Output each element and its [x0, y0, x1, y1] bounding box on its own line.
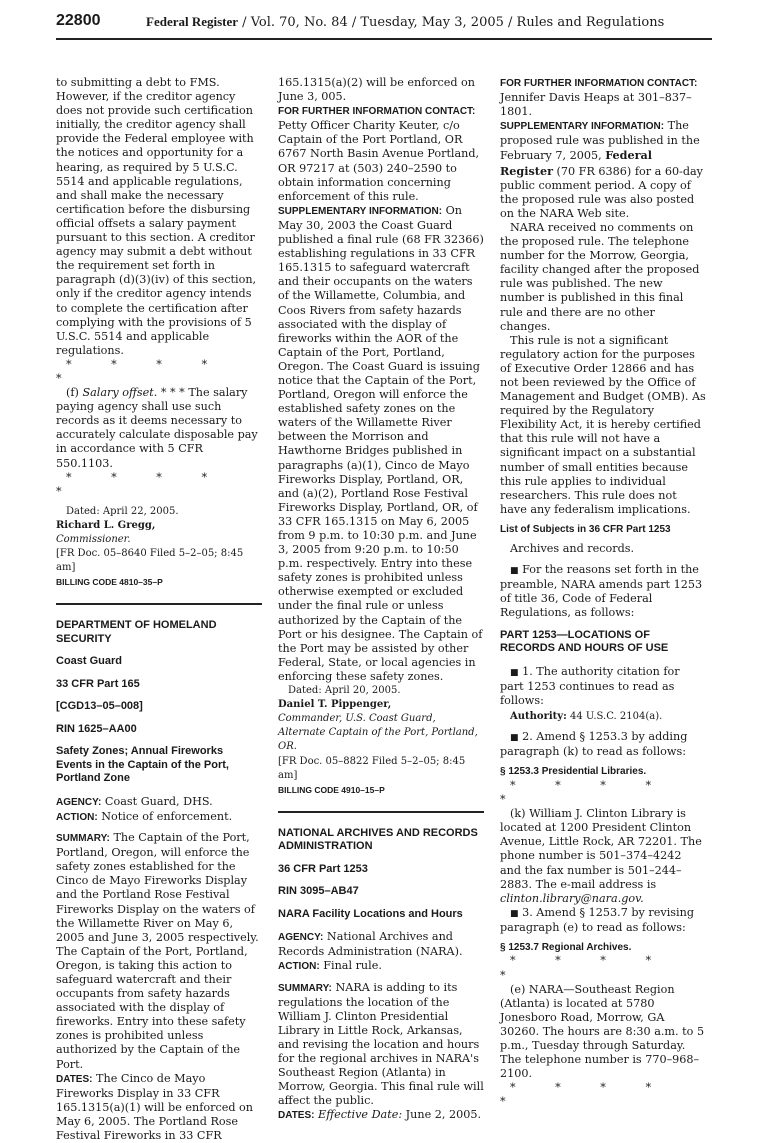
paragraph-f: (f) Salary offset. * * * The salary paying agency shall use such records as it deems necessary to accurately calculate disposable pay in accordance with 5 CFR 550.1103. [56, 386, 258, 470]
action-line: ACTION: Notice of enforcement. [56, 809, 233, 823]
page-number: 22800 [56, 12, 101, 29]
rin-number: RIN 1625–AA00 [56, 722, 137, 735]
ellipsis-stars: * * * * * [56, 470, 226, 498]
signer-title: Commissioner. [56, 534, 131, 545]
ellipsis-stars: * * * * * [56, 357, 226, 385]
dates-paragraph: DATES: Effective Date: June 2, 2005. [278, 1108, 482, 1122]
cfr-part: 36 CFR Part 1253 [278, 862, 368, 875]
agency-heading: Coast Guard [56, 655, 123, 668]
publication-name: Federal Register [146, 14, 239, 29]
part-heading: PART 1253—LOCATIONS OF RECORDS AND HOURS OF USE [500, 628, 669, 655]
ellipsis-stars: * * * * * [500, 954, 670, 982]
dated-line: Dated: April 22, 2005. [66, 505, 179, 517]
paragraph-e: (e) NARA—Southeast Region (Atlanta) is located at 5780 Jonesboro Road, Morrow, GA 30260. The hours are 8:30 a.m. to 5 p.m., Tuesday through Saturday. The telephone number is 770–968–2100. [500, 982, 705, 1081]
ellipsis-stars: * * * * * [500, 778, 670, 807]
paragraph: This rule is not a significant regulatory action for the purposes of Executive Order 12866 and has not been reviewed by the Office of Management and Budget (OMB). As required by the Regulatory Flexibility Act, it is hereby certified that this rule will not have a significant impact on a substantial number of small entities because this rule applies to individual researchers. This rule does not have any federalism implications. [500, 333, 706, 516]
agency-line: AGENCY: National Archives and Records Administration (NARA). [278, 930, 463, 959]
page-header [56, 12, 712, 40]
paragraph: NARA received no comments on the proposed rule. The telephone number for the Morrow, Georgia, facility changed after the proposed rule was published. The new number is published in this final rule and there are no other changes. [500, 220, 700, 333]
ellipsis-stars: * * * * * [500, 1081, 670, 1109]
issue-info: / Vol. 70, No. 84 / Tuesday, May 3, 2005 / Rules and Regulations [238, 15, 665, 30]
section-divider [56, 603, 262, 605]
authority-line: Authority: 44 U.S.C. 2104(a). [510, 711, 663, 723]
dated-line: Dated: April 20, 2005. [288, 685, 401, 697]
paragraph-continued: to submitting a debt to FMS. However, if the creditor agency does not provide such certification initially, the creditor agency shall provide the Federal employee with the notices and opportunity for a hearing, as required by 5 U.S.C. 5514 and applicable regulations, and shall make the necessary certification before the disbursing official offsets a salary payment pursuant to this section. A creditor agency may submit a debt without the requirement set forth in paragraph (d)(3)(iv) of this section, only if the creditor agency intends to complete the certification after complying with the provisions of 5 U.S.C. 5514 and applicable regulations. [56, 76, 257, 357]
agency-line: AGENCY: Coast Guard, DHS. [56, 794, 213, 808]
square-bullet-icon: ■ [510, 565, 519, 576]
ffi-paragraph: FOR FURTHER INFORMATION CONTACT: Jennifer Davis Heaps at 301–837–1801. [500, 78, 698, 119]
paragraph-continued: 165.1315(a)(2) will be enforced on June 3, 005. [278, 76, 475, 104]
subjects-heading: List of Subjects in 36 CFR Part 1253 [500, 523, 671, 535]
cfr-part: 33 CFR Part 165 [56, 677, 140, 690]
section-heading: § 1253.3 Presidential Libraries. [500, 766, 647, 778]
running-head [146, 14, 664, 30]
section-divider [278, 811, 484, 813]
square-bullet-icon: ■ [510, 667, 519, 678]
column-right [500, 76, 706, 1110]
amendment-2: ■ 2. Amend § 1253.3 by adding paragraph (k) to read as follows: [500, 730, 688, 759]
supplementary-paragraph: SUPPLEMENTARY INFORMATION: The proposed rule was published in the February 7, 2005, Federal Register (70 FR 6386) for a 60-day public comment period. A copy of the proposed rule was also posted on the NARA Web site. [500, 119, 703, 220]
paragraph-k: (k) William J. Clinton Library is located at 1200 President Clinton Avenue, Little Rock, AR 72201. The phone number is 501–374–4242 and the fax number is 501–244–2883. The e-mail address is [500, 807, 702, 891]
square-bullet-icon: ■ [510, 733, 519, 744]
agency-heading: NATIONAL ARCHIVES AND RECORDS ADMINISTRATION [278, 826, 478, 853]
fr-doc-line: [FR Doc. 05–8822 Filed 5–2–05; 8:45 am] [278, 755, 466, 781]
email-address: clinton.library@nara.gov. [500, 891, 644, 905]
signer-title: Commander, U.S. Coast Guard, Alternate Captain of the Port, Portland, OR. [278, 713, 478, 753]
section-heading: § 1253.7 Regional Archives. [500, 941, 632, 953]
ffi-paragraph: FOR FURTHER INFORMATION CONTACT: Petty Officer Charity Keuter, c/o Captain of the Port Portland, OR 6767 North Basin Avenue Portland, OR 97217 at (503) 240–2590 to obtain information concerning enforcement of this rule. [278, 106, 480, 203]
subjects-list: Archives and records. [510, 542, 635, 556]
rule-title: Safety Zones; Annual Fireworks Events in the Captain of the Port, Portland Zone [56, 745, 229, 785]
supplementary-paragraph: SUPPLEMENTARY INFORMATION: On May 30, 2003 the Coast Guard published a final rule (68 FR 32366) establishing regulations in 33 CFR 165.1315 to safeguard watercraft and their occupants on the waters of the Willamette, Columbia, and Coos Rivers from safety hazards associated with the display of fireworks within the AOR of the Captain of the Port, Portland, Oregon. The Coast Guard is issuing notice that the Captain of the Port, Portland, Oregon will enforce the established safety zones on the waters of the Willamette River between the Morrison and Hawthorne Bridges published in paragraphs (a)(1), Cinco de Mayo Fireworks Display, Portland, OR, and (a)(2), Portland Rose Festival Fireworks Display, Portland, OR, of 33 CFR 165.1315 on May 6, 2005 from 9 p.m. to 10:30 p.m. and June 3, 2005 from 9:20 p.m. to 10:50 p.m. respectively. Entry into these safety zones is prohibited unless otherwise exempted or excluded under the final rule or unless authorized by the Captain of the Port or his designee. The Captain of the Port may be assisted by other Federal, State, or local agencies in enforcing these safety zones. [278, 203, 484, 683]
department-heading: DEPARTMENT OF HOMELAND SECURITY [56, 619, 217, 645]
fr-doc-line: [FR Doc. 05–8640 Filed 5–2–05; 8:45 am] [56, 548, 244, 574]
amendment-3: ■ 3. Amend § 1253.7 by revising paragraph (e) to read as follows: [500, 905, 694, 934]
action-line: ACTION: Final rule. [278, 959, 382, 973]
column-middle [278, 76, 484, 1124]
rin-number: RIN 3095–AB47 [278, 885, 359, 898]
square-bullet-icon: ■ [510, 908, 519, 919]
column-left [56, 76, 262, 1143]
signer-name: Daniel T. Pippenger, [278, 699, 392, 711]
summary-paragraph: SUMMARY: NARA is adding to its regulations the location of the William J. Clinton Presidential Library in Little Rock, Arkansas, and revising the location and hours for the regional archives in NARA's Southeast Region (Atlanta) in Morrow, Georgia. This final rule will affect the public. [278, 980, 484, 1108]
rule-title: NARA Facility Locations and Hours [278, 907, 463, 920]
docket-number: [CGD13–05–008] [56, 700, 143, 713]
dates-paragraph: DATES: The Cinco de Mayo Fireworks Display in 33 CFR 165.1315(a)(1) will be enforced on May 6, 2005. The Portland Rose Festival Fireworks in 33 CFR [56, 1071, 253, 1143]
signer-name: Richard L. Gregg, [56, 519, 156, 531]
amendment-1: ■ 1. The authority citation for part 1253 continues to read as follows: [500, 664, 680, 708]
reasons-paragraph: ■ For the reasons set forth in the preamble, NARA amends part 1253 of title 36, Code of Federal Regulations, as follows: [500, 562, 703, 619]
billing-code: BILLING CODE 4910–15–P [278, 784, 385, 795]
summary-paragraph: SUMMARY: The Captain of the Port, Portland, Oregon, will enforce the safety zones established for the Cinco de Mayo Fireworks Display and the Portland Rose Festival Fireworks Display on the waters of the Willamette River on May 6, 2005 and June 3, 2005 respectively. The Captain of the Port, Portland, Oregon, is taking this action to safeguard watercraft and their occupants from safety hazards associated with the display of fireworks. Entry into these safety zones is prohibited unless authorized by the Captain of the Port. [56, 831, 259, 1071]
billing-code: BILLING CODE 4810–35–P [56, 577, 163, 588]
